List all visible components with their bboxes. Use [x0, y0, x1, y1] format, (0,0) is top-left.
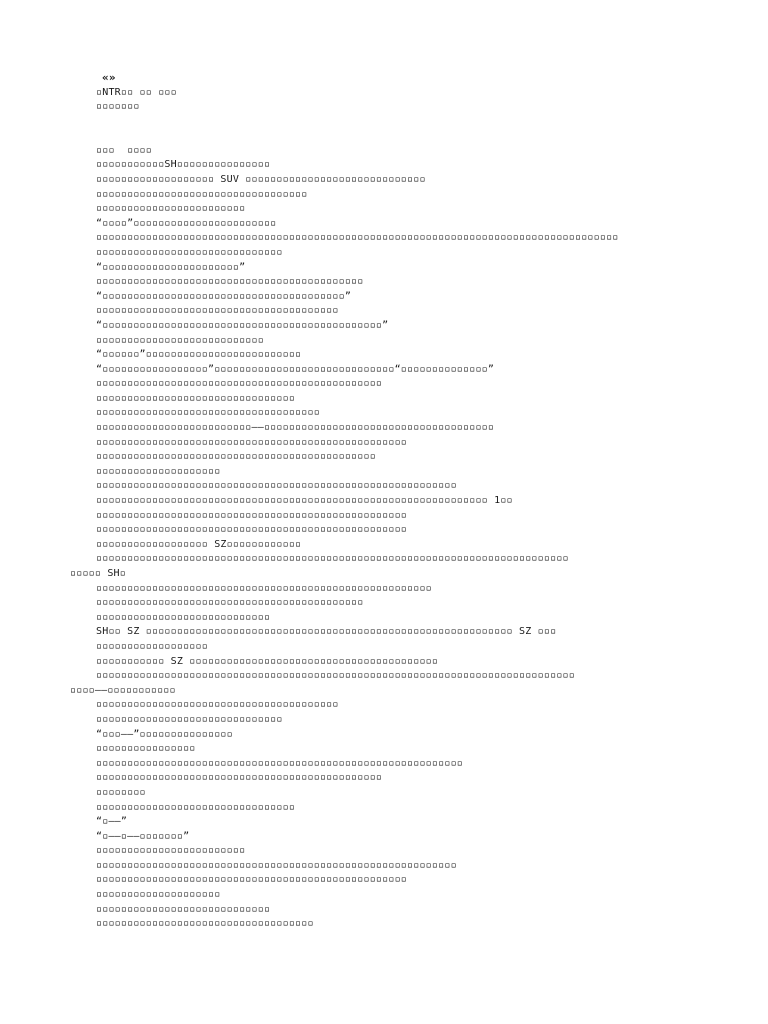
text-line: ▫▫▫▫▫▫▫▫▫▫▫▫▫▫▫▫▫▫▫▫▫▫▫▫▫▫▫▫▫▫▫▫▫▫▫▫▫▫▫▫▫▫▫▫▫▫▫▫▫▫▫▫▫▫▫▫▫▫: [96, 859, 457, 871]
text-line: ▫▫▫▫▫▫▫▫▫▫▫▫▫▫▫▫▫▫▫▫▫▫▫▫▫▫▫▫▫▫▫▫▫▫▫▫▫▫▫▫▫▫▫▫▫▫▫▫▫▫▫▫▫▫▫▫▫▫: [96, 480, 457, 492]
text-line: ▫▫▫▫▫▫▫▫▫▫▫▫▫▫▫▫▫▫▫▫▫▫▫▫▫▫▫▫▫▫▫▫▫▫▫▫▫▫▫▫▫▫▫: [96, 597, 364, 609]
text-line: ▫▫▫▫▫ SH▫: [70, 568, 126, 579]
text-line: ▫▫▫▫▫▫▫▫▫▫▫▫▫▫▫▫▫▫▫▫▫▫▫▫▫▫▫▫▫▫▫▫▫▫▫▫▫▫▫: [96, 305, 339, 317]
body-text: [70, 144, 716, 932]
text-line: ▫▫▫▫▫▫▫▫▫▫▫▫▫▫▫▫▫▫▫▫▫▫▫▫▫▫▫▫▫▫▫▫▫▫▫▫▫▫▫▫▫▫▫▫▫▫▫▫▫▫▫▫▫▫▫▫▫▫▫▫▫▫▫▫▫▫▫▫▫▫▫▫▫▫▫▫▫▫▫▫▫▫▫▫: [96, 232, 619, 244]
text-line: ▫▫▫▫▫▫▫▫▫▫▫▫▫▫▫▫▫▫▫▫▫▫▫▫▫▫▫▫▫▫▫▫▫▫▫▫▫▫▫▫▫▫▫▫▫▫▫▫▫▫: [96, 524, 408, 536]
text-line: ▫▫▫▫▫▫▫▫▫▫▫▫▫▫▫▫▫▫▫▫: [96, 465, 221, 477]
text-line: “▫▫▫▫▫▫▫▫▫▫▫▫▫▫▫▫▫▫▫▫▫▫▫▫▫▫▫▫▫▫▫▫▫▫▫▫▫▫▫”: [96, 290, 352, 302]
text-line: ▫▫▫▫▫▫▫▫▫▫▫▫▫▫▫▫▫▫▫▫▫▫▫▫▫▫▫▫▫▫▫▫: [96, 392, 296, 404]
text-line: ▫▫▫▫▫▫▫▫▫▫▫▫▫▫▫▫▫▫▫▫▫▫▫▫▫▫▫▫▫▫▫▫▫▫: [96, 188, 308, 200]
text-line: ▫▫▫▫▫▫▫▫▫▫▫▫▫▫▫▫▫▫▫▫▫▫▫▫▫▫▫▫▫▫: [96, 713, 283, 725]
text-line: ▫▫▫▫▫▫▫▫▫▫▫▫▫▫▫▫▫▫▫▫▫▫▫▫▫▫▫▫▫▫▫▫▫▫▫▫▫▫▫▫▫▫▫▫▫▫▫▫▫▫▫▫▫▫▫▫▫▫▫▫▫▫▫▫▫▫▫▫▫▫▫▫▫▫▫▫▫: [96, 670, 575, 682]
text-line: ▫▫▫▫▫▫▫▫▫▫▫▫▫▫▫▫▫▫▫▫▫▫▫▫▫▫▫▫▫▫▫▫▫▫▫▫▫▫▫▫▫▫▫▫▫▫▫▫▫▫▫▫▫▫: [96, 582, 432, 594]
text-line: ▫▫▫▫▫▫▫▫▫▫▫▫▫▫▫▫▫▫▫▫▫▫▫▫▫——▫▫▫▫▫▫▫▫▫▫▫▫▫▫▫▫▫▫▫▫▫▫▫▫▫▫▫▫▫▫▫▫▫▫▫▫▫: [96, 422, 495, 434]
text-line: ▫▫▫▫——▫▫▫▫▫▫▫▫▫▫▫: [70, 684, 176, 696]
text-line: ▫▫▫▫▫▫▫▫▫▫▫▫▫▫▫▫▫▫▫▫▫▫▫▫▫▫▫▫▫▫▫▫▫▫▫▫▫▫▫▫▫▫▫▫▫▫: [96, 378, 383, 390]
text-line: “▫▫▫——”▫▫▫▫▫▫▫▫▫▫▫▫▫▫▫: [96, 728, 233, 740]
text-line: ▫▫▫▫▫▫▫▫▫▫▫▫▫▫▫▫▫▫▫▫▫▫▫▫▫▫▫▫: [96, 903, 271, 915]
text-line: ▫▫▫▫▫▫▫▫▫▫▫▫▫▫▫▫▫▫▫▫▫▫▫▫▫▫▫▫▫▫▫▫▫▫▫▫▫▫▫▫▫▫▫▫▫: [96, 451, 376, 463]
header-symbol: «»: [102, 71, 116, 84]
text-line: ▫▫▫▫▫▫▫▫▫▫▫▫▫▫▫▫▫▫▫▫▫▫▫▫▫▫▫▫▫▫▫▫▫▫▫▫: [96, 407, 320, 419]
text-line: ▫▫▫▫▫▫▫▫▫▫▫▫▫▫▫▫▫▫▫▫▫▫▫▫▫▫▫▫▫▫▫▫▫▫▫▫▫▫▫▫▫▫▫: [96, 276, 364, 288]
text-line: ▫▫▫▫▫▫▫▫▫▫▫▫▫▫▫▫▫▫▫▫▫▫▫▫▫▫▫▫▫▫▫▫▫▫▫▫▫▫▫▫▫▫▫▫▫▫▫▫▫▫: [96, 874, 408, 886]
text-line: “▫▫▫▫▫▫▫▫▫▫▫▫▫▫▫▫▫▫▫▫▫▫”: [96, 261, 246, 273]
text-line: ▫▫▫▫▫▫▫▫▫▫▫▫▫▫▫▫▫▫: [96, 640, 208, 652]
text-line: ▫▫▫▫▫▫▫▫▫▫▫▫▫▫▫▫▫▫▫▫: [96, 889, 221, 901]
document-title: ▫NTR▫▫ ▫▫ ▫▫▫: [96, 86, 177, 98]
document-subtitle: ▫▫▫▫▫▫▫: [96, 101, 140, 113]
text-line: “▫——▫——▫▫▫▫▫▫▫”: [96, 830, 190, 842]
text-line: ▫▫▫▫▫▫▫▫▫▫▫▫▫▫▫▫▫▫▫ SUV ▫▫▫▫▫▫▫▫▫▫▫▫▫▫▫▫▫▫▫▫▫▫▫▫▫▫▫▫▫: [96, 173, 426, 185]
text-line: ▫▫▫▫▫▫▫▫▫▫▫▫▫▫▫▫▫▫▫▫▫▫▫▫▫▫▫▫▫▫▫▫▫▫▫▫▫▫▫▫▫▫▫▫▫▫▫▫▫▫: [96, 509, 408, 521]
text-line: ▫▫▫▫▫▫▫▫▫▫▫▫▫▫▫▫▫▫▫▫▫▫▫▫▫▫▫▫▫▫▫▫▫▫▫▫▫▫▫▫▫▫▫▫▫▫▫▫▫▫▫▫▫▫▫▫▫▫▫: [96, 757, 464, 769]
text-line: “▫▫▫▫▫▫▫▫▫▫▫▫▫▫▫▫▫”▫▫▫▫▫▫▫▫▫▫▫▫▫▫▫▫▫▫▫▫▫▫▫▫▫▫▫▫▫“▫▫▫▫▫▫▫▫▫▫▫▫▫▫”: [96, 363, 495, 375]
document-body: [70, 71, 716, 932]
text-line: ▫▫▫▫▫▫▫▫▫▫▫▫▫▫▫▫▫▫▫▫▫▫▫▫▫▫▫▫: [96, 611, 271, 623]
text-line: ▫▫▫▫▫▫▫▫▫▫▫▫▫▫▫▫▫▫▫▫▫▫▫▫▫▫▫▫▫▫▫▫: [96, 801, 296, 813]
text-line: ▫▫▫▫▫▫▫▫▫▫▫▫▫▫▫▫▫▫▫▫▫▫▫▫▫▫▫▫▫▫▫▫▫▫▫▫▫▫▫▫▫▫▫▫▫▫▫▫▫▫▫▫▫▫▫▫▫▫▫▫▫▫▫ 1▫▫: [96, 495, 513, 507]
text-line: ▫▫▫▫▫▫▫▫▫▫▫▫▫▫▫▫▫▫▫▫▫▫▫▫▫▫▫: [96, 334, 264, 346]
text-line: ▫▫▫▫▫▫▫▫▫▫▫▫▫▫▫▫▫▫▫▫▫▫▫▫: [96, 203, 246, 215]
text-line: ▫▫▫▫▫▫▫▫▫▫▫▫▫▫▫▫▫▫▫▫▫▫▫▫▫▫▫▫▫▫: [96, 246, 283, 258]
text-line: ▫▫▫▫▫▫▫▫▫▫▫▫▫▫▫▫▫▫▫▫▫▫▫▫▫▫▫▫▫▫▫▫▫▫▫▫▫▫▫▫▫▫▫▫▫▫▫▫▫▫▫▫▫▫▫▫▫▫▫▫▫▫▫▫▫▫▫▫▫▫▫▫▫▫▫▫: [96, 553, 569, 565]
text-line: ▫▫▫▫▫▫▫▫▫▫▫▫▫▫▫▫: [96, 743, 196, 755]
text-line: ▫▫▫▫▫▫▫▫▫▫▫ SZ ▫▫▫▫▫▫▫▫▫▫▫▫▫▫▫▫▫▫▫▫▫▫▫▫▫▫▫▫▫▫▫▫▫▫▫▫▫▫▫▫: [96, 655, 439, 667]
text-line: “▫▫▫▫▫▫▫▫▫▫▫▫▫▫▫▫▫▫▫▫▫▫▫▫▫▫▫▫▫▫▫▫▫▫▫▫▫▫▫▫▫▫▫▫▫”: [96, 319, 389, 331]
text-line: ▫▫▫▫▫▫▫▫▫▫▫SH▫▫▫▫▫▫▫▫▫▫▫▫▫▫▫: [96, 159, 271, 171]
text-line: “▫——”: [96, 816, 128, 828]
text-line: ▫▫▫ ▫▫▫▫: [96, 144, 152, 156]
text-line: ▫▫▫▫▫▫▫▫▫▫▫▫▫▫▫▫▫▫▫▫▫▫▫▫: [96, 845, 246, 857]
text-line: ▫▫▫▫▫▫▫▫▫▫▫▫▫▫▫▫▫▫ SZ▫▫▫▫▫▫▫▫▫▫▫▫: [96, 538, 302, 550]
text-line: ▫▫▫▫▫▫▫▫: [96, 786, 146, 798]
text-line: ▫▫▫▫▫▫▫▫▫▫▫▫▫▫▫▫▫▫▫▫▫▫▫▫▫▫▫▫▫▫▫▫▫▫▫▫▫▫▫: [96, 699, 339, 711]
text-line: ▫▫▫▫▫▫▫▫▫▫▫▫▫▫▫▫▫▫▫▫▫▫▫▫▫▫▫▫▫▫▫▫▫▫▫▫▫▫▫▫▫▫▫▫▫▫: [96, 772, 383, 784]
text-line: ▫▫▫▫▫▫▫▫▫▫▫▫▫▫▫▫▫▫▫▫▫▫▫▫▫▫▫▫▫▫▫▫▫▫▫▫▫▫▫▫▫▫▫▫▫▫▫▫▫▫: [96, 436, 408, 448]
text-line: SH▫▫ SZ ▫▫▫▫▫▫▫▫▫▫▫▫▫▫▫▫▫▫▫▫▫▫▫▫▫▫▫▫▫▫▫▫▫▫▫▫▫▫▫▫▫▫▫▫▫▫▫▫▫▫▫▫▫▫▫▫▫▫▫ SZ ▫▫▫: [96, 626, 557, 638]
text-line: “▫▫▫▫▫▫”▫▫▫▫▫▫▫▫▫▫▫▫▫▫▫▫▫▫▫▫▫▫▫▫▫: [96, 349, 302, 361]
text-line: “▫▫▫▫”▫▫▫▫▫▫▫▫▫▫▫▫▫▫▫▫▫▫▫▫▫▫▫: [96, 217, 277, 229]
text-line: ▫▫▫▫▫▫▫▫▫▫▫▫▫▫▫▫▫▫▫▫▫▫▫▫▫▫▫▫▫▫▫▫▫▫▫: [96, 918, 314, 930]
section-gap: [96, 115, 716, 144]
